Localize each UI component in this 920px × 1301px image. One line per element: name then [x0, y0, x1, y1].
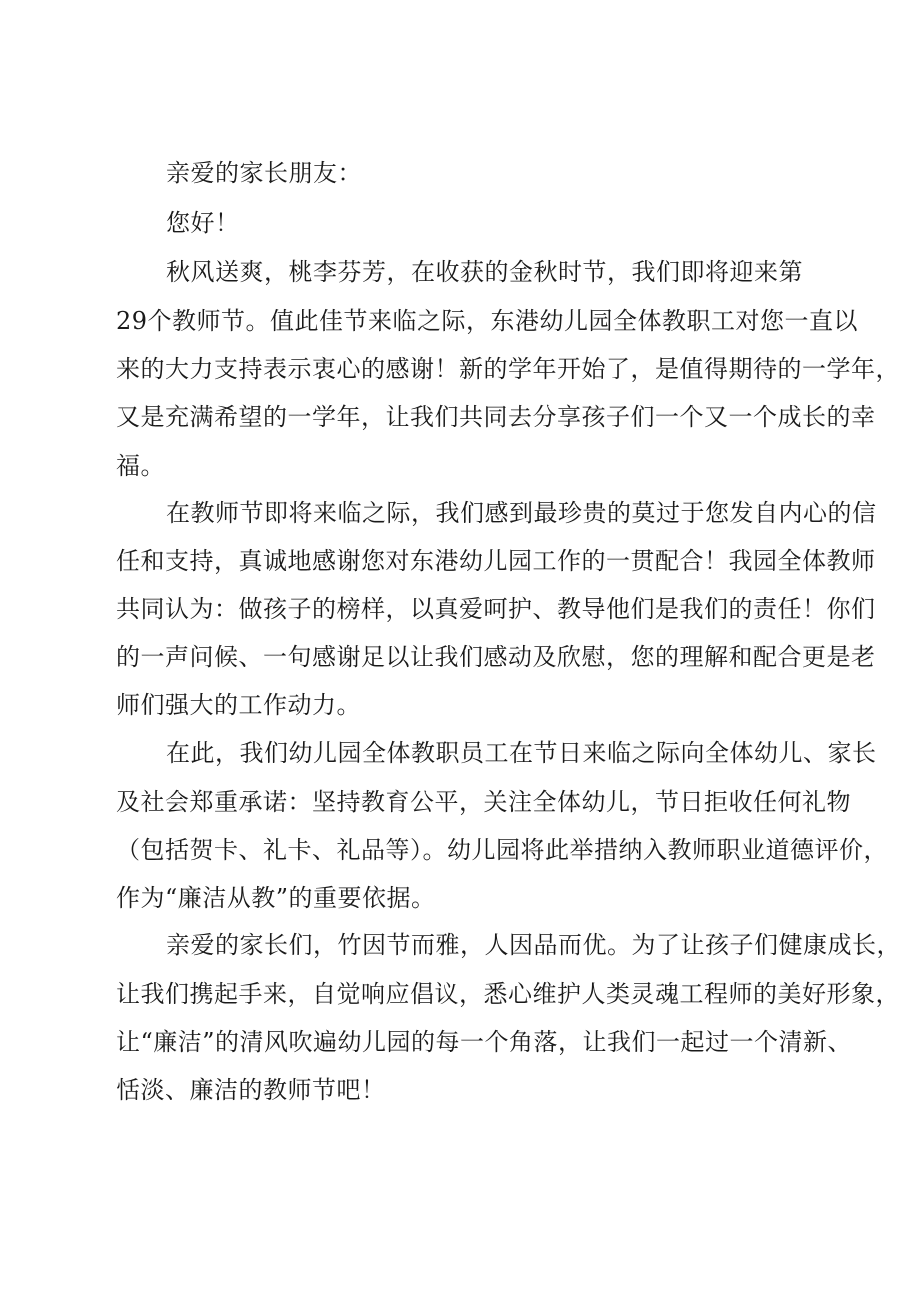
- paragraph-line: 福。: [116, 452, 165, 480]
- paragraph-line: 亲爱的家长们，竹因节而雅，人因品而优。为了让孩子们健康成长，: [166, 931, 901, 959]
- paragraph-line: 秋风送爽，桃李芬芳，在收获的金秋时节，我们即将迎来第: [166, 258, 803, 286]
- paragraph-line: 来的大力支持表示衷心的感谢！新的学年开始了，是值得期待的一学年，: [116, 355, 900, 383]
- paragraph-line: 恬淡、廉洁的教师节吧！: [116, 1076, 386, 1104]
- salutation: 亲爱的家长朋友：: [166, 159, 362, 187]
- paragraph-line: 作为“廉洁从教”的重要依据。: [116, 884, 436, 912]
- paragraph-line: 29个教师节。值此佳节来临之际，东港幼儿园全体教职工对您一直以: [116, 307, 859, 335]
- paragraph-line: 及社会郑重承诺：坚持教育公平，关注全体幼儿，节日拒收任何礼物: [116, 788, 851, 816]
- paragraph-line: 任和支持，真诚地感谢您对东港幼儿园工作的一贯配合！我园全体教师: [116, 547, 876, 575]
- paragraph-line: 让“廉洁”的清风吹遍幼儿园的每一个角落，让我们一起过一个清新、: [116, 1028, 853, 1056]
- greeting: 您好！: [166, 209, 240, 237]
- paragraph-line: 在此，我们幼儿园全体教职员工在节日来临之际向全体幼儿、家长: [166, 739, 877, 767]
- paragraph-line: 又是充满希望的一学年，让我们共同去分享孩子们一个又一个成长的幸: [116, 403, 876, 431]
- paragraph-line: 师们强大的工作动力。: [116, 691, 361, 719]
- paragraph-line: （包括贺卡、礼卡、礼品等）。幼儿园将此举措纳入教师职业道德评价，: [116, 836, 888, 864]
- paragraph-line: 让我们携起手来，自觉响应倡议，悉心维护人类灵魂工程师的美好形象，: [116, 980, 900, 1008]
- paragraph-line: 在教师节即将来临之际，我们感到最珍贵的莫过于您发自内心的信: [166, 499, 877, 527]
- paragraph-line: 共同认为：做孩子的榜样，以真爱呵护、教导他们是我们的责任！你们: [116, 595, 876, 623]
- paragraph-line: 的一声问候、一句感谢足以让我们感动及欣慰，您的理解和配合更是老: [116, 643, 876, 671]
